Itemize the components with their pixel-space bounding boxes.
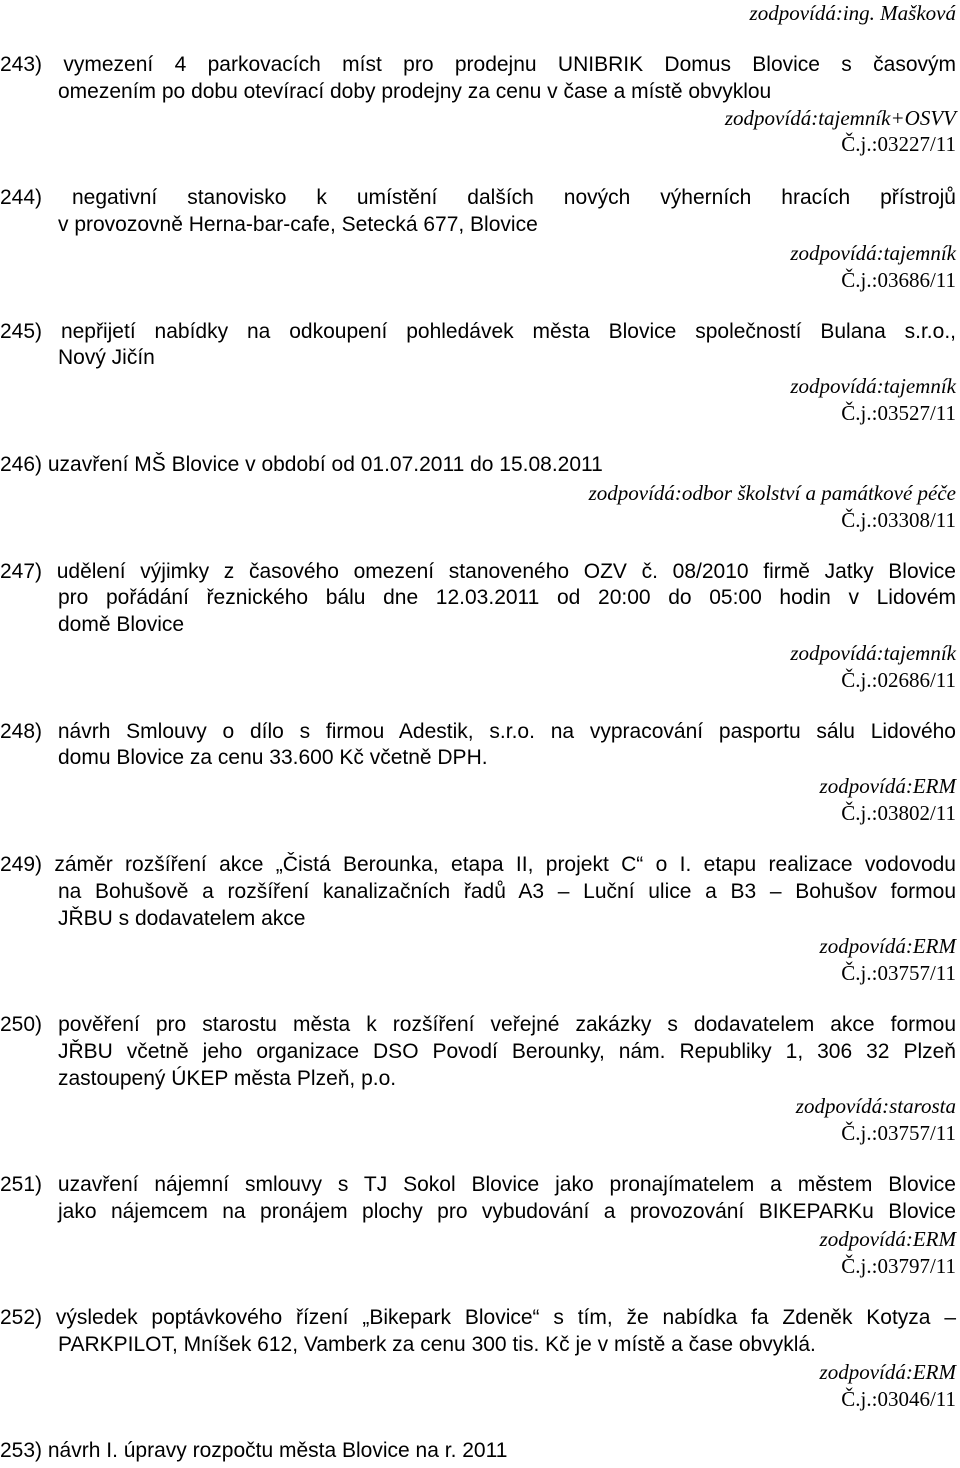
item-252-line-1 <box>0 1305 960 1331</box>
item-250-number: 250) <box>0 1013 43 1036</box>
item-251-line-1 <box>0 1172 960 1198</box>
item-252-ref: Č.j.:03046/11 <box>841 1387 956 1411</box>
item-250-answered-by: zodpovídá:starosta <box>795 1094 956 1118</box>
item-245-number: 245) <box>0 320 43 343</box>
item-249-ref: Č.j.:03757/11 <box>841 961 956 985</box>
item-251-number: 251) <box>0 1173 43 1196</box>
item-244-text-1: negativní stanovisko k umístění dalších nových výherních hracích přístrojů <box>72 186 956 209</box>
item-253-text-1: návrh I. úpravy rozpočtu města Blovice na r. 2011 <box>47 1439 508 1462</box>
item-250-line-3: zastoupený ÚKEP města Plzeň, p.o. <box>58 1067 397 1090</box>
item-249-line-3: JŘBU s dodavatelem akce <box>58 907 306 930</box>
item-251-answered-by: zodpovídá:ERM <box>819 1227 956 1251</box>
item-248-text-1: návrh Smlouvy o dílo s firmou Adestik, s.r.o. na vypracování pasportu sálu Lidového <box>57 720 956 743</box>
item-243-text-1: vymezení 4 parkovacích míst pro prodejnu UNIBRIK Domus Blovice s časovým <box>63 53 956 76</box>
item-245-text-1: nepřijetí nabídky na odkoupení pohledávek města Blovice společností Bulana s.r.o., <box>60 320 956 343</box>
item-246-line-1 <box>0 452 960 478</box>
item-245-line-2: Nový Jičín <box>58 346 155 369</box>
item-249-line-1 <box>0 852 960 878</box>
item-246-ref: Č.j.:03308/11 <box>841 508 956 532</box>
item-250-ref: Č.j.:03757/11 <box>841 1121 956 1145</box>
item-245-ref: Č.j.:03527/11 <box>841 401 956 425</box>
item-248-line-1 <box>0 719 960 745</box>
item-243-line-1 <box>0 52 960 78</box>
item-247-answered-by: zodpovídá:tajemník <box>790 641 956 665</box>
item-252-line-2: PARKPILOT, Mníšek 612, Vamberk za cenu 300 tis. Kč je v místě a čase obvyklá. <box>58 1333 816 1356</box>
item-250-line-1 <box>0 1012 960 1038</box>
item-248-line-2: domu Blovice za cenu 33.600 Kč včetně DPH. <box>58 746 488 769</box>
item-248-answered-by: zodpovídá:ERM <box>819 774 956 798</box>
item-247-number: 247) <box>0 560 43 583</box>
item-247-ref: Č.j.:02686/11 <box>841 668 956 692</box>
item-249-answered-by: zodpovídá:ERM <box>819 934 956 958</box>
item-249-line-2: na Bohušově a rozšíření kanalizačních řadů A3 – Luční ulice a B3 – Bohušov formou <box>58 880 956 903</box>
item-253-line-1 <box>0 1438 960 1464</box>
item-252-text-1: výsledek poptávkového řízení „Bikepark Blovice“ s tím, že nabídka fa Zdeněk Kotyza – <box>55 1306 956 1329</box>
item-245-answered-by: zodpovídá:tajemník <box>790 374 956 398</box>
item-249-number: 249) <box>0 853 43 876</box>
item-249-text-1: záměr rozšíření akce „Čistá Berounka, etapa II, projekt C“ o I. etapu realizace vodovodu <box>54 853 956 876</box>
item-244-ref: Č.j.:03686/11 <box>841 268 956 292</box>
item-251-line-2: jako nájemcem na pronájem plochy pro vybudování a provozování BIKEPARKu Blovice <box>58 1200 956 1223</box>
item-243-answered-by: zodpovídá:tajemník+OSVV <box>724 106 956 130</box>
item-247-line-1 <box>0 559 960 585</box>
item-247-line-3: domě Blovice <box>58 613 185 636</box>
item-243-line-2: omezením po dobu otevírací doby prodejny za cenu v čase a místě obvyklou <box>58 80 772 103</box>
item-248-number: 248) <box>0 720 43 743</box>
item-250-text-1: pověření pro starostu města k rozšíření veřejné zakázky s dodavatelem akce formou <box>58 1013 957 1036</box>
item-247-text-1: udělení výjimky z časového omezení stanoveného OZV č. 08/2010 firmě Jatky Blovice <box>56 560 956 583</box>
item-247-line-2: pro pořádání řeznického bálu dne 12.03.2011 od 20:00 do 05:00 hodin v Lidovém <box>58 586 956 609</box>
item-252-number: 252) <box>0 1306 43 1329</box>
item-244-line-2: v provozovně Herna-bar-cafe, Setecká 677, Blovice <box>58 213 538 236</box>
answered-by-top: zodpovídá:ing. Mašková <box>749 1 956 25</box>
item-243-number: 243) <box>0 53 43 76</box>
item-246-number: 246) <box>0 453 43 476</box>
item-243-ref: Č.j.:03227/11 <box>841 132 956 156</box>
item-252-answered-by: zodpovídá:ERM <box>819 1360 956 1384</box>
item-250-line-2: JŘBU včetně jeho organizace DSO Povodí Berounky, nám. Republiky 1, 306 32 Plzeň <box>58 1040 956 1063</box>
item-253-number: 253) <box>0 1439 43 1462</box>
item-251-ref: Č.j.:03797/11 <box>841 1254 956 1278</box>
item-244-line-1 <box>0 185 960 211</box>
item-246-text-1: uzavření MŠ Blovice v období od 01.07.2011 do 15.08.2011 <box>47 453 603 476</box>
item-248-ref: Č.j.:03802/11 <box>841 801 956 825</box>
item-251-text-1: uzavření nájemní smlouvy s TJ Sokol Blovice jako pronajímatelem a městem Blovice <box>57 1173 956 1196</box>
item-244-answered-by: zodpovídá:tajemník <box>790 241 956 265</box>
item-245-line-1 <box>0 319 960 345</box>
item-246-answered-by: zodpovídá:odbor školství a památkové péče <box>588 481 956 505</box>
item-244-number: 244) <box>0 186 43 209</box>
